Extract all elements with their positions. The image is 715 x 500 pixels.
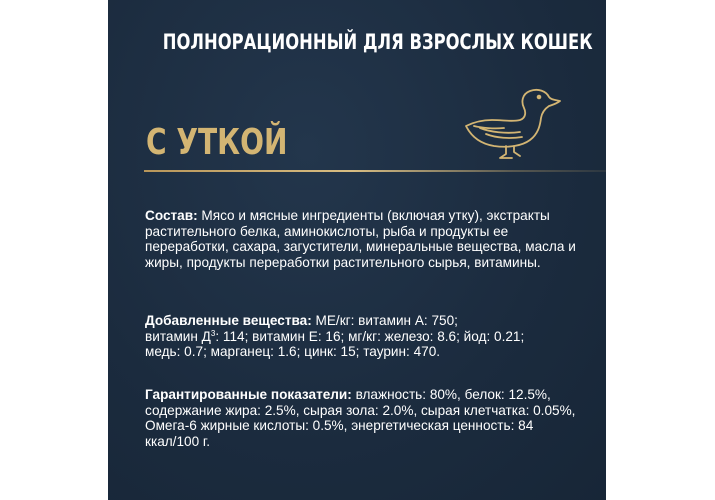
- product-info-panel: [108, 0, 606, 500]
- additives-block: [145, 313, 585, 360]
- guaranteed-text: влажность: 80%, белок: 12.5%, содержание жира: 2.5%, сырая зола: 2.0%, сырая клетчатка: 0.05%, Омега-6 жирные кислоты: 0.5%, энергетическая ценность: 84 ккал/100 г.: [145, 387, 576, 449]
- additives-line-3: медь: 0.7; марганец: 1.6; цинк: 15; таурин: 470.: [145, 344, 441, 359]
- additives-line-2-suffix: : 114; витамин Е: 16; мг/кг: железо: 8.6; йод: 0.21;: [215, 328, 525, 344]
- additives-line-1: МЕ/кг: витамин А: 750;: [315, 313, 458, 328]
- additives-line-2-prefix: витамин Д: [145, 328, 211, 344]
- divider-line: [144, 170, 606, 172]
- additives-line-2-sup: 3: [210, 328, 216, 338]
- guaranteed-block: [145, 387, 585, 449]
- product-headline: ПОЛНОРАЦИОННЫЙ ДЛЯ ВЗРОСЛЫХ КОШЕК: [162, 30, 593, 54]
- duck-icon: [460, 82, 565, 164]
- composition-text: Мясо и мясные ингредиенты (включая утку), экстракты растительного белка, аминокислоты, рыба и продукты ее переработки, сахара, загустители, минеральные вещества, масла и жиры, продукты переработки растительного сырья, витамины.: [145, 208, 576, 270]
- flavor-title: С УТКОЙ: [146, 122, 288, 163]
- additives-label: Добавленные вещества:: [145, 313, 312, 328]
- guaranteed-label: Гарантированные показатели:: [145, 387, 352, 402]
- composition-label: Состав:: [145, 208, 198, 223]
- composition-block: [145, 208, 585, 270]
